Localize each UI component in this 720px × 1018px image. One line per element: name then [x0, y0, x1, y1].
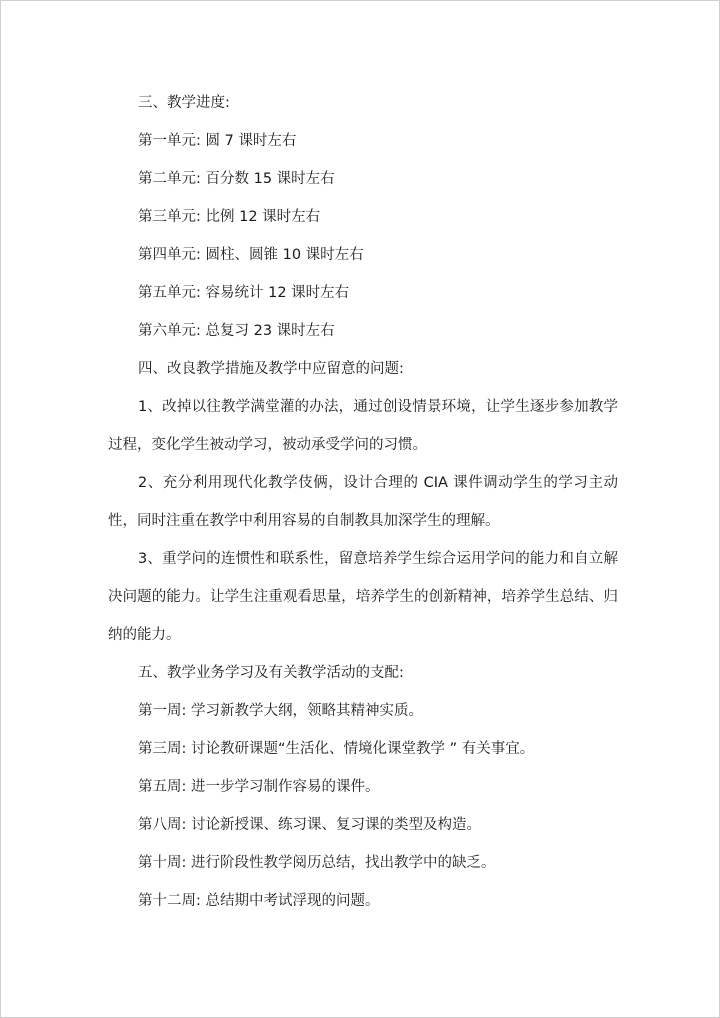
week-item: 第十周: 进行阶段性教学阅历总结，找出教学中的缺乏。 [138, 855, 496, 871]
week-item: 第八周: 讨论新授课、练习课、复习课的类型及构造。 [138, 817, 481, 833]
measure-paragraph: 1、改掉以往教学满堂灌的办法，通过创设情景环境，让学生逐步参加教学过程，变化学生被动学习，被动承受学问的习惯。 [108, 399, 618, 453]
document-body [108, 90, 618, 926]
unit-item: 第四单元: 圆柱、圆锥 10 课时左右 [138, 247, 364, 263]
section-heading-teaching-progress: 三、教学进度: [138, 95, 230, 111]
week-item: 第三周: 讨论教研课题“生活化、情境化课堂教学 ” 有关事宜。 [138, 741, 535, 757]
week-item: 第五周: 进一步学习制作容易的课件。 [138, 779, 380, 795]
week-item: 第十二周: 总结期中考试浮现的问题。 [138, 893, 380, 909]
section-heading-study-arrangement: 五、教学业务学习及有关教学活动的支配: [138, 665, 404, 681]
measure-paragraph: 3、重学问的连惯性和联系性，留意培养学生综合运用学问的能力和自立解决问题的能力。让学生注重观看思量，培养学生的创新精神，培养学生总结、归纳的能力。 [108, 551, 618, 643]
measure-paragraph: 2、充分利用现代化教学伎俩，设计合理的 CIA 课件调动学生的学习主动性，同时注重在教学中利用容易的自制教具加深学生的理解。 [108, 475, 618, 529]
unit-item: 第五单元: 容易统计 12 课时左右 [138, 285, 350, 301]
unit-item: 第六单元: 总复习 23 课时左右 [138, 323, 335, 339]
unit-item: 第二单元: 百分数 15 课时左右 [138, 171, 335, 187]
unit-item: 第一单元: 圆 7 课时左右 [138, 133, 297, 149]
week-item: 第一周: 学习新教学大纲，领略其精神实质。 [138, 703, 423, 719]
unit-item: 第三单元: 比例 12 课时左右 [138, 209, 321, 225]
section-heading-improvement-measures: 四、改良教学措施及教学中应留意的问题: [138, 361, 404, 377]
